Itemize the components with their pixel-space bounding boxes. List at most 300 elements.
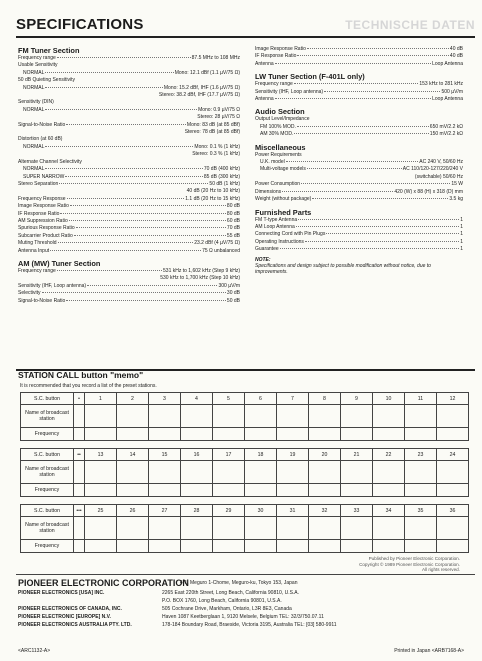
spec-value: 1 [460,216,463,223]
spec-value: 153 kHz to 281 kHz [419,81,463,88]
spec-value: 50 dB (1 kHz) [209,180,240,187]
am-cont-spec-list [255,46,463,68]
frequency-cell[interactable] [437,484,469,497]
leader-dots [76,227,226,228]
leader-dots [286,161,419,162]
spec-value: 40 dB (20 Hz to 10 kHz) [186,188,240,195]
station-name-cell[interactable] [117,405,149,428]
spec-value: 60 dB [226,217,240,224]
station-name-cell[interactable] [309,461,341,484]
leader-dots [312,198,448,199]
spec-row [18,211,240,218]
frequency-cell[interactable] [149,540,181,553]
copyright-line: Copyright © 1989 Pioneer Electronic Corporation. [359,561,460,567]
subsidiary-address: P.O. BOX 1760, Long Beach, California 90801, U.S.A. [162,598,282,604]
spec-row [18,233,240,240]
frequency-cell[interactable] [149,484,181,497]
spec-label: Weight (without package) [255,196,312,203]
station-name-cell[interactable] [373,405,405,428]
spec-row [255,224,463,231]
frequency-cell[interactable] [213,428,245,441]
name-blank-cell[interactable] [74,405,85,428]
spec-value: 15 W [451,181,463,188]
leader-dots [326,233,459,234]
spec-row [18,174,240,181]
preset-number: 34 [373,505,405,517]
leader-dots [60,213,226,214]
publisher-line: Published by Pioneer Electronic Corporation. [368,556,460,561]
frequency-cell[interactable] [373,428,405,441]
station-name-label: Name of broadcast station [21,405,74,428]
spec-row [255,46,463,53]
spec-label: Antenna Input [18,247,50,254]
spec-label: Distortion (at 60 dB) [18,136,63,143]
frequency-cell[interactable] [437,428,469,441]
spec-row [255,116,463,123]
spec-row [18,144,240,151]
spec-label: IF Response Ratio [255,53,297,60]
spec-label: Multi-voltage models [260,166,306,173]
station-name-cell[interactable] [309,405,341,428]
subsidiary-name: PIONEER ELECTRONICS [USA] INC. [18,590,105,596]
subsidiary-address: 178-184 Boundary Road, Braeside, Victoria 3195, Australia TEL: [03] 580-9911 [162,622,337,628]
spec-value: 1 [460,231,463,238]
am-section-title: AM (MW) Tuner Section [18,258,101,268]
spec-label: Power Requirements [255,151,302,158]
station-name-cell[interactable] [149,405,181,428]
page-title: SPECIFICATIONS [16,16,144,33]
preset-number: 24 [437,449,469,461]
station-name-cell[interactable] [85,461,117,484]
spec-row [255,159,463,166]
left-column [18,46,240,305]
station-name-row [21,461,469,484]
spec-row [255,174,463,181]
leader-dots [275,98,431,99]
leader-dots [66,300,226,301]
name-blank-cell[interactable] [74,461,85,484]
spec-row [18,218,240,225]
preset-number: 21 [341,449,373,461]
preset-number: 12 [437,393,469,405]
spec-label: NORMAL [23,166,45,173]
preset-number: 9 [341,393,373,405]
frequency-cell[interactable] [181,484,213,497]
spec-label: Operating Instructions [255,238,304,245]
frequency-cell[interactable] [245,428,277,441]
spec-value: Stereo: 28 µV/75 Ω [197,114,240,121]
spec-value: 1 [460,238,463,245]
spec-value: 70 dB [226,225,240,232]
spec-value: Loop Antenna [432,96,463,103]
station-memo-table [20,392,469,553]
subsidiary-line [18,614,324,620]
doc-code-right: Printed in Japan <ARB7168-A> [394,648,464,654]
leader-dots [324,91,440,92]
spec-row [255,231,463,238]
preset-number: 30 [245,505,277,517]
preset-number: 22 [373,449,405,461]
station-name-cell[interactable] [437,517,469,540]
button-number-row [21,393,469,405]
audio-section-title: Audio Section [255,107,305,117]
spec-label: FM T-type Antenna [255,216,298,223]
spec-label: NORMAL [23,69,45,76]
station-name-cell[interactable] [341,517,373,540]
subsidiary-name: PIONEER ELECTRONICS AUSTRALIA PTY. LTD. [18,622,132,628]
frequency-cell[interactable] [309,484,341,497]
preset-number: 14 [117,449,149,461]
preset-number: 5 [213,393,245,405]
station-name-cell[interactable] [149,461,181,484]
leader-dots [305,241,459,242]
spec-row [18,203,240,210]
spec-value: 40 dB [449,53,463,60]
leader-dots [59,183,208,184]
spec-value: 1 [460,223,463,230]
preset-number: 33 [341,505,373,517]
spec-value: Mono: 15.2 dBf, IHF (1.6 µV/75 Ω) [163,84,240,91]
spec-value: Stereo: 38.2 dBf, IHF (17.7 µV/75 Ω) [158,92,240,99]
spec-value: AC 110/120-127/220/240 V [402,166,463,173]
leader-dots [67,198,185,199]
spec-label: Frequency Response [18,195,66,202]
leader-dots [307,168,402,169]
frequency-cell[interactable] [341,484,373,497]
frequency-cell[interactable] [181,540,213,553]
spec-label: Guarantee [255,246,279,253]
leader-dots [275,63,431,64]
preset-number: 23 [405,449,437,461]
preset-number: 1 [85,393,117,405]
spec-row [18,196,240,203]
station-name-cell[interactable] [181,405,213,428]
spec-label: Selectivity [18,290,41,297]
spec-row [18,283,240,290]
lw-section-title: LW Tuner Section (F-401L only) [255,72,365,82]
frequency-cell[interactable] [277,484,309,497]
frequency-cell[interactable] [245,484,277,497]
leader-dots [57,57,191,58]
freq-blank-cell[interactable] [74,428,85,441]
spec-value: 1 [460,246,463,253]
preset-number: 36 [437,505,469,517]
leader-dots [301,183,450,184]
spec-value: Stereo: 0.3 % (1 kHz) [192,151,240,158]
preset-number: 19 [277,449,309,461]
station-name-cell[interactable] [117,461,149,484]
group-spacer [21,497,469,505]
station-name-cell[interactable] [149,517,181,540]
station-name-cell[interactable] [213,405,245,428]
preset-number: 15 [149,449,181,461]
spec-label: Image Response Ratio [18,203,69,210]
spec-row [18,151,240,158]
station-title: STATION CALL button "memo" [18,370,144,380]
spec-label: Signal-to-Noise Ratio [18,121,66,128]
spec-value: Mono: 12.1 dBf (1.1 µV/75 Ω) [174,69,240,76]
station-name-cell[interactable] [85,405,117,428]
frequency-cell[interactable] [373,484,405,497]
frequency-cell[interactable] [277,428,309,441]
frequency-cell[interactable] [309,428,341,441]
preset-number: 26 [117,505,149,517]
station-name-cell[interactable] [277,405,309,428]
spec-label: Frequency range [18,267,56,274]
spec-row [255,131,463,138]
spec-row [255,96,463,103]
spec-value: 75 Ω unbalanced [202,247,240,254]
frequency-cell[interactable] [213,484,245,497]
name-blank-cell[interactable] [74,517,85,540]
preset-number: 16 [181,449,213,461]
frequency-cell[interactable] [245,540,277,553]
station-name-cell[interactable] [341,405,373,428]
station-name-cell[interactable] [181,517,213,540]
footer-divider [16,574,475,575]
spec-label: Antenna [255,60,274,67]
preset-number: 7 [277,393,309,405]
spec-row [18,114,240,121]
spec-label: AM Loop Antenna [255,223,295,230]
spec-label: Muting Threshold [18,240,57,247]
leader-dots [66,124,186,125]
spec-value: Mono: 0.1 % (1 kHz) [194,143,240,150]
preset-number: 13 [85,449,117,461]
sc-button-label: S.C. button [21,393,74,405]
preset-number: 31 [277,505,309,517]
leader-dots [280,248,460,249]
frequency-cell[interactable] [373,540,405,553]
spec-label: FM 100% MOD. [260,123,296,130]
frequency-label: Frequency [21,484,74,497]
spec-value: 650 mV/2.2 kΩ [429,123,463,130]
station-name-cell[interactable] [277,517,309,540]
station-name-cell[interactable] [309,517,341,540]
frequency-cell[interactable] [213,540,245,553]
frequency-cell[interactable] [85,428,117,441]
leader-dots [50,250,201,251]
leader-dots [297,55,449,56]
station-name-cell[interactable] [405,461,437,484]
spec-label: Frequency range [18,55,56,61]
leader-dots [45,146,193,147]
leader-dots [74,235,226,236]
station-name-cell[interactable] [373,517,405,540]
frequency-cell[interactable] [117,428,149,441]
button-number-row [21,449,469,461]
leader-dots [297,126,429,127]
spec-value: 3.5 kg [449,196,463,203]
spec-label: SUPER NARROW [23,173,65,180]
parts-list [255,217,463,254]
spec-label: Subcarrier Product Ratio [18,232,73,239]
frequency-cell[interactable] [405,484,437,497]
preset-number: 25 [85,505,117,517]
station-name-cell[interactable] [341,461,373,484]
spec-value: 50 dB [226,297,240,304]
preset-number: 17 [213,449,245,461]
fm-spec-list [18,55,240,255]
spec-value: 500 µV/m [441,88,463,95]
spec-value: Mono: 83 dB (at 85 dBf) [186,121,240,128]
frequency-cell[interactable] [149,428,181,441]
spec-label: 50 dB Quieting Sensitivity [18,77,75,84]
frequency-cell[interactable] [117,540,149,553]
frequency-label: Frequency [21,428,74,441]
spec-row [18,275,240,282]
subsidiary-name: PIONEER ELECTRONICS OF CANADA, INC. [18,606,122,612]
station-name-cell[interactable] [405,405,437,428]
station-name-cell[interactable] [181,461,213,484]
group-marker: ••• [74,505,85,517]
spec-value: Stereo: 78 dB (at 85 dBf) [184,129,240,136]
station-name-cell[interactable] [245,405,277,428]
spec-value: 30 dB [226,290,240,297]
subsidiary-address: 505 Cochrane Drive, Markham, Ontario, L3R 8E3, Canada [162,606,292,612]
spec-label: Frequency range [255,81,293,88]
station-name-cell[interactable] [213,517,245,540]
header-bar [16,14,475,38]
spec-row [18,92,240,99]
frequency-cell[interactable] [341,428,373,441]
leader-dots [58,242,194,243]
station-name-label: Name of broadcast station [21,517,74,540]
frequency-cell[interactable] [437,540,469,553]
spec-value: 300 µV/m [218,282,240,289]
subsidiary-line [18,590,300,596]
spec-value: Loop Antenna [432,60,463,67]
spec-label: Sensitivity (DIN) [18,99,54,106]
preset-number: 18 [245,449,277,461]
leader-dots [45,109,197,110]
station-name-cell[interactable] [245,517,277,540]
spec-row [18,188,240,195]
spec-value: 80 dB [226,210,240,217]
station-name-cell[interactable] [277,461,309,484]
spec-value: 40 dB [449,46,463,52]
spec-label: Connecting Cord with Pin Plugs [255,231,326,238]
freq-blank-cell[interactable] [74,484,85,497]
leader-dots [42,292,226,293]
subsidiary-name: PIONEER ELECTRONIC [EUROPE] N.V. [18,614,111,620]
subsidiary-address: 2265 East 220th Street, Long Beach, California 90810, U.S.A. [162,590,300,596]
station-name-cell[interactable] [437,461,469,484]
preset-number: 4 [181,393,213,405]
ghost-title: TECHNISCHE DATEN [345,18,475,32]
station-name-label: Name of broadcast station [21,461,74,484]
station-name-cell[interactable] [245,461,277,484]
spec-label: Dimensions [255,188,282,195]
spec-value: 530 kHz to 1,700 kHz (Step 10 kHz) [160,275,240,282]
station-name-cell[interactable] [437,405,469,428]
preset-number: 28 [181,505,213,517]
preset-number: 11 [405,393,437,405]
spec-row [255,217,463,224]
spec-label: Antenna [255,96,274,103]
spec-value: 70 dB (400 kHz) [203,166,240,173]
preset-number: 6 [245,393,277,405]
preset-number: 10 [373,393,405,405]
frequency-cell[interactable] [181,428,213,441]
frequency-cell[interactable] [117,484,149,497]
frequency-cell[interactable] [85,540,117,553]
leader-dots [87,285,217,286]
spec-row [18,268,240,275]
spec-label: Usable Sensitivity [18,62,58,69]
spec-note [255,257,463,275]
frequency-cell[interactable] [309,540,341,553]
station-name-row [21,405,469,428]
spec-value: 1.1 dB (20 Hz to 15 kHz) [185,195,240,202]
preset-number: 3 [149,393,181,405]
publisher-note [359,556,460,573]
spec-row [255,239,463,246]
spec-label: Output Level/Impedance [255,116,310,123]
frequency-cell[interactable] [85,484,117,497]
station-name-cell[interactable] [373,461,405,484]
spec-row [18,99,240,106]
spec-row [18,298,240,305]
spec-label: AM 30% MOD. [260,131,294,138]
spec-label: NORMAL [23,143,45,150]
group-spacer [21,441,469,449]
note-text: Specifications and design subject to possible modification without notice, due to improvements. [255,262,431,275]
sc-button-label: S.C. button [21,505,74,517]
frequency-row [21,484,469,497]
spec-row [18,159,240,166]
spec-value: 420 (W) x 88 (H) x 318 (D) mm [394,188,463,195]
misc-section-title: Miscellaneous [255,142,306,152]
leader-dots [307,48,449,49]
spec-row [18,70,240,77]
frequency-row [21,540,469,553]
station-name-cell[interactable] [213,461,245,484]
frequency-cell[interactable] [277,540,309,553]
station-name-cell[interactable] [117,517,149,540]
spec-row [255,246,463,253]
note-heading: NOTE: [255,256,271,263]
spec-label: Power Consumption [255,181,301,188]
parts-section-title: Furnished Parts [255,207,312,217]
spec-row [18,225,240,232]
station-name-cell[interactable] [85,517,117,540]
frequency-cell[interactable] [341,540,373,553]
leader-dots [298,219,459,220]
freq-blank-cell[interactable] [74,540,85,553]
frequency-cell[interactable] [405,540,437,553]
spec-label: U.K. model [260,159,285,166]
group-marker: •• [74,449,85,461]
spec-row [255,124,463,131]
spec-row [18,77,240,84]
spec-row [18,107,240,114]
spec-row [18,240,240,247]
spec-value: 531 kHz to 1,602 kHz (Step 9 kHz) [163,267,240,274]
subsidiary-address: Haven 1087 Keetberglaan 1, 9120 Melsele, Belgium TEL: 32/3/750.07.11 [162,614,324,620]
station-name-cell[interactable] [405,517,437,540]
leader-dots [294,133,428,134]
fm-section-title: FM Tuner Section [18,46,80,55]
preset-number: 27 [149,505,181,517]
spec-label: NORMAL [23,106,45,113]
spec-label: Alternate Channel Selectivity [18,158,82,165]
frequency-cell[interactable] [405,428,437,441]
lw-spec-list [255,81,463,103]
spec-label: Spurious Response Ratio [18,225,75,232]
station-name-row [21,517,469,540]
rights-line: All rights reserved. [421,567,460,573]
